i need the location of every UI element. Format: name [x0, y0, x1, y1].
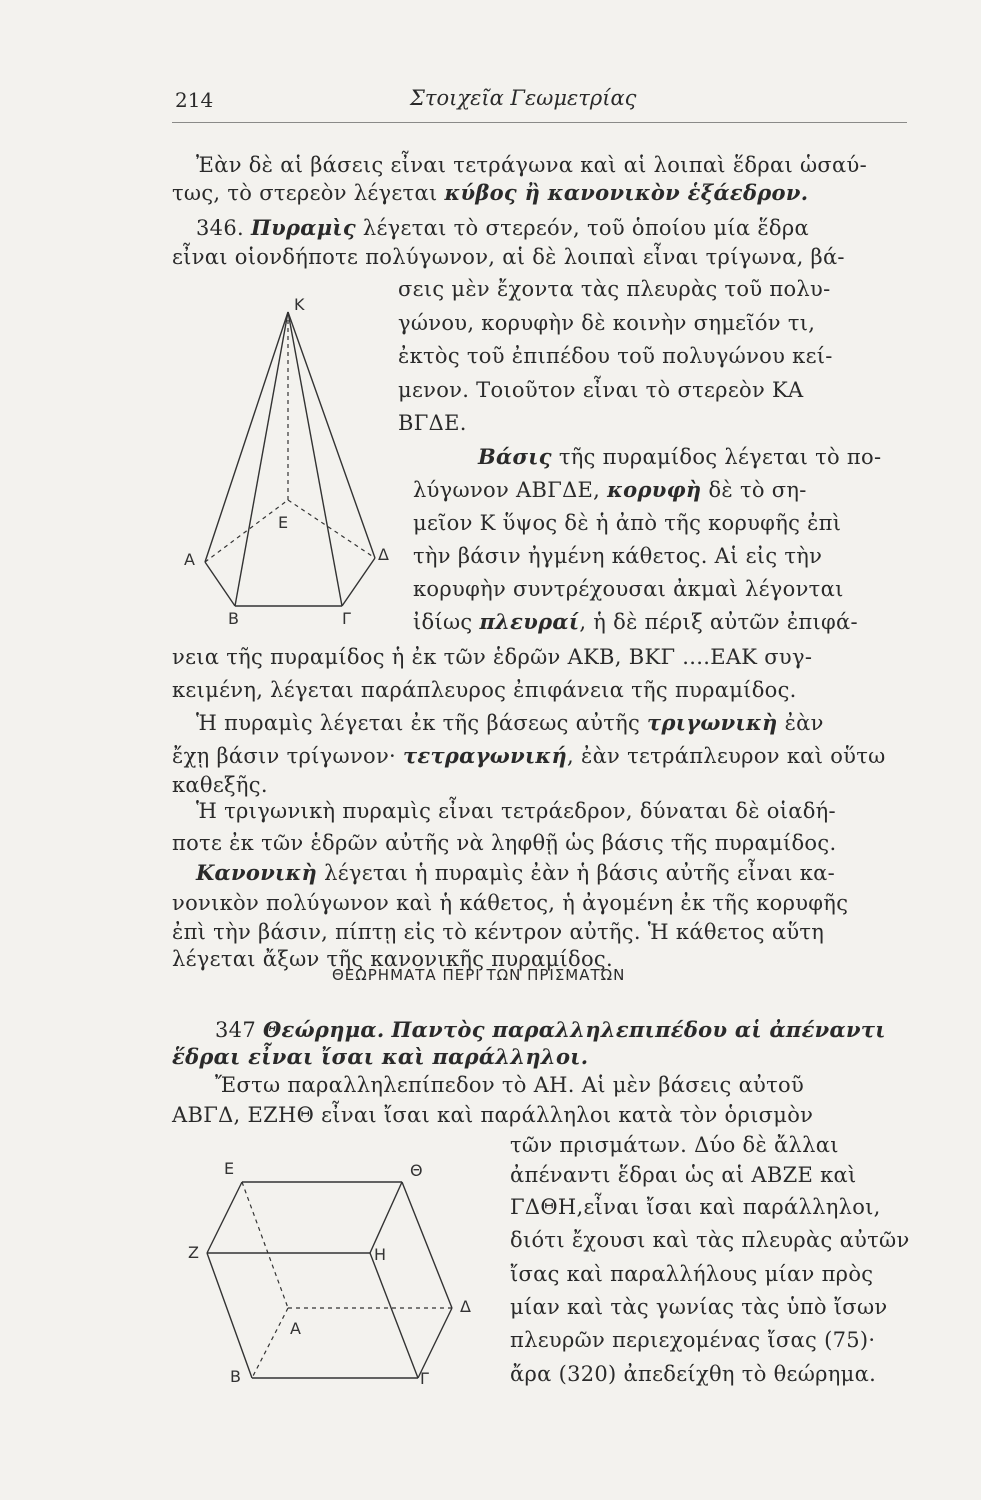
theorem-label: Θεώρημα.	[262, 1017, 385, 1042]
hidden-edge-AE	[205, 500, 288, 562]
text-line: Ἐὰν δὲ αἱ βάσεις εἶναι τετράγωνα καὶ αἱ λοιπαὶ ἕδραι ὡσαύ-	[196, 153, 867, 177]
edge-Z-B	[207, 1253, 252, 1378]
text-line: νονικὸν πολύγωνον καὶ ἡ κάθετος, ἡ ἀγομένη ἐκ τῆς κορυφῆς	[172, 891, 849, 915]
term-sides: πλευραί	[479, 609, 580, 634]
text-line: λέγεται ἄξων τῆς κανονικῆς πυραμίδος.	[172, 947, 613, 971]
text-line: κειμένη, λέγεται παράπλευρος ἐπιφάνεια τῆς πυραμίδος.	[172, 678, 797, 702]
theorem-347-line	[215, 1017, 886, 1043]
label-B: Β	[230, 1367, 241, 1386]
label-A: Α	[290, 1319, 301, 1338]
header-rule	[172, 122, 907, 123]
theorem-statement: ἕδραι εἶναι ἴσαι καὶ παράλληλοι.	[172, 1044, 589, 1069]
parallelepiped-figure	[180, 1150, 480, 1390]
term-base: Βάσις	[478, 444, 552, 469]
text-line: ΓΔΘΗ,εἶναι ἴσαι καὶ παράλληλοι,	[510, 1195, 881, 1219]
edge-E-Z	[207, 1182, 242, 1253]
label-K: Κ	[294, 295, 305, 314]
hidden-edge-E-A	[242, 1182, 288, 1308]
section-346-line: 346. Πυραμὶς λέγεται τὸ στερεόν, τοῦ ὁποίου μία ἕδρα	[196, 215, 809, 240]
theorem-statement: Παντὸς παραλληλεπιπέδου αἱ ἀπέναντι	[391, 1017, 886, 1042]
term-apex: κορυφὴ	[607, 477, 702, 502]
text-line: Βάσις τῆς πυραμίδος λέγεται τὸ πο-	[478, 444, 882, 469]
text-line: ἐκτὸς τοῦ ἐπιπέδου τοῦ πολυγώνου κεί-	[398, 344, 833, 368]
term-pyramid: Πυραμὶς	[250, 215, 356, 240]
edge-GD	[342, 558, 375, 606]
label-B: Β	[228, 609, 239, 628]
text-line: κορυφὴν συντρέχουσαι ἀκμαὶ λέγονται	[413, 577, 844, 601]
edge-KD	[288, 312, 375, 558]
section-number: 347	[215, 1018, 256, 1042]
edge-KA	[205, 312, 288, 562]
page-number: 214	[175, 88, 214, 112]
term-triangular: τριγωνικὴ	[647, 710, 778, 735]
edge-G-D	[418, 1308, 452, 1378]
text-line: ΒΓΔΕ.	[398, 411, 467, 435]
section-number: 346.	[196, 216, 244, 240]
text-line: πλευρῶν περιεχομένας ἴσας (75)·	[510, 1328, 876, 1352]
edge-AB	[205, 562, 235, 606]
edge-Th-D	[402, 1182, 452, 1308]
edge-H-G	[370, 1253, 418, 1378]
text-line: γώνου, κορυφὴν δὲ κοινὴν σημεῖόν τι,	[398, 311, 816, 335]
label-D: Δ	[378, 545, 389, 564]
text-line: καθεξῆς.	[172, 773, 268, 797]
text-line: Ἡ τριγωνικὴ πυραμὶς εἶναι τετράεδρον, δύναται δὲ οἱαδή-	[196, 799, 836, 823]
text-line: τὴν βάσιν ἠγμένη κάθετος. Αἱ εἰς τὴν	[413, 544, 823, 568]
text-line: ἄρα (320) ἀπεδείχθη τὸ θεώρημα.	[510, 1362, 877, 1386]
text-line: μίαν καὶ τὰς γωνίας τὰς ὑπὸ ἴσων	[510, 1295, 888, 1319]
text-line: ἀπέναντι ἕδραι ὡς αἱ ΑΒΖΕ καὶ	[510, 1163, 857, 1187]
text-line: διότι ἔχουσι καὶ τὰς πλευρὰς αὐτῶν	[510, 1228, 910, 1252]
edge-Th-H	[370, 1182, 402, 1253]
text-line: Ἡ πυραμὶς λέγεται ἐκ τῆς βάσεως αὐτῆς τριγωνικὴ ἐὰν	[196, 710, 824, 735]
label-D: Δ	[460, 1297, 471, 1316]
label-E: Ε	[224, 1159, 235, 1178]
text-line: Ἔστω παραλληλεπίπεδον τὸ ΑΗ. Αἱ μὲν βάσεις αὐτοῦ	[215, 1073, 805, 1097]
text-line: ΑΒΓΔ, ΕΖΗΘ εἶναι ἴσαι καὶ παράλληλοι κατὰ τὸν ὁρισμὸν	[172, 1103, 814, 1127]
label-H: Η	[374, 1245, 387, 1264]
pyramid-figure	[170, 290, 410, 650]
text-line: λύγωνον ΑΒΓΔΕ, κορυφὴ δὲ τὸ ση-	[413, 477, 807, 502]
term-cube: κύβος ἢ κανονικὸν ἑξάεδρον.	[444, 180, 809, 205]
text-line: ἐπὶ τὴν βάσιν, πίπτῃ εἰς τὸ κέντρον αὐτῆς. Ἡ κάθετος αὕτη	[172, 920, 825, 944]
text-line: Κανονικὴ λέγεται ἡ πυραμὶς ἐὰν ἡ βάσις αὐτῆς εἶναι κα-	[196, 860, 836, 885]
edge-KG	[288, 312, 342, 606]
text-line: μενον. Τοιοῦτον εἶναι τὸ στερεὸν ΚΑ	[398, 378, 804, 402]
text-line: ἴσας καὶ παραλλήλους μίαν πρὸς	[510, 1262, 874, 1286]
hidden-edge-A-B	[252, 1308, 288, 1378]
text-line: εἶναι οἱονδήποτε πολύγωνον, αἱ δὲ λοιπαὶ εἶναι τρίγωνα, βά-	[172, 245, 845, 269]
text-line: τως, τὸ στερεὸν λέγεται κύβος ἢ κανονικὸν ἑξάεδρον.	[172, 180, 809, 205]
running-header-title: Στοιχεῖα Γεωμετρίας	[410, 86, 637, 110]
section-heading: ΘΕΩΡΗΜΑΤΑ ΠΕΡΙ ΤΩΝ ΠΡΙΣΜΑΤΩΝ	[332, 966, 626, 984]
edge-KB	[235, 312, 288, 606]
term-quadrangular: τετραγωνική	[402, 743, 568, 768]
text-line: τῶν πρισμάτων. Δύο δὲ ἄλλαι	[510, 1133, 839, 1157]
text-line: ἰδίως πλευραί, ἡ δὲ πέριξ αὐτῶν ἐπιφά-	[413, 609, 858, 634]
label-G: Γ	[342, 609, 351, 628]
label-Z: Ζ	[188, 1243, 199, 1262]
label-G: Γ	[420, 1369, 429, 1388]
term-regular: Κανονικὴ	[196, 860, 318, 885]
label-E: Ε	[278, 513, 289, 532]
text-line: νεια τῆς πυραμίδος ἡ ἐκ τῶν ἑδρῶν ΑΚΒ, ΒΚΓ ....ΕΑΚ συγ-	[172, 645, 813, 669]
text-line: σεις μὲν ἔχοντα τὰς πλευρὰς τοῦ πολυ-	[398, 277, 831, 301]
text-line: ἔχῃ βάσιν τρίγωνον· τετραγωνική, ἐὰν τετράπλευρον καὶ οὕτω	[172, 743, 886, 768]
label-Th: Θ	[410, 1161, 423, 1180]
label-A: Α	[184, 550, 195, 569]
text-line: ποτε ἐκ τῶν ἑδρῶν αὐτῆς νὰ ληφθῇ ὡς βάσις τῆς πυραμίδος.	[172, 831, 837, 855]
text-line: μεῖον Κ ὕψος δὲ ἡ ἀπὸ τῆς κορυφῆς ἐπὶ	[413, 511, 842, 535]
